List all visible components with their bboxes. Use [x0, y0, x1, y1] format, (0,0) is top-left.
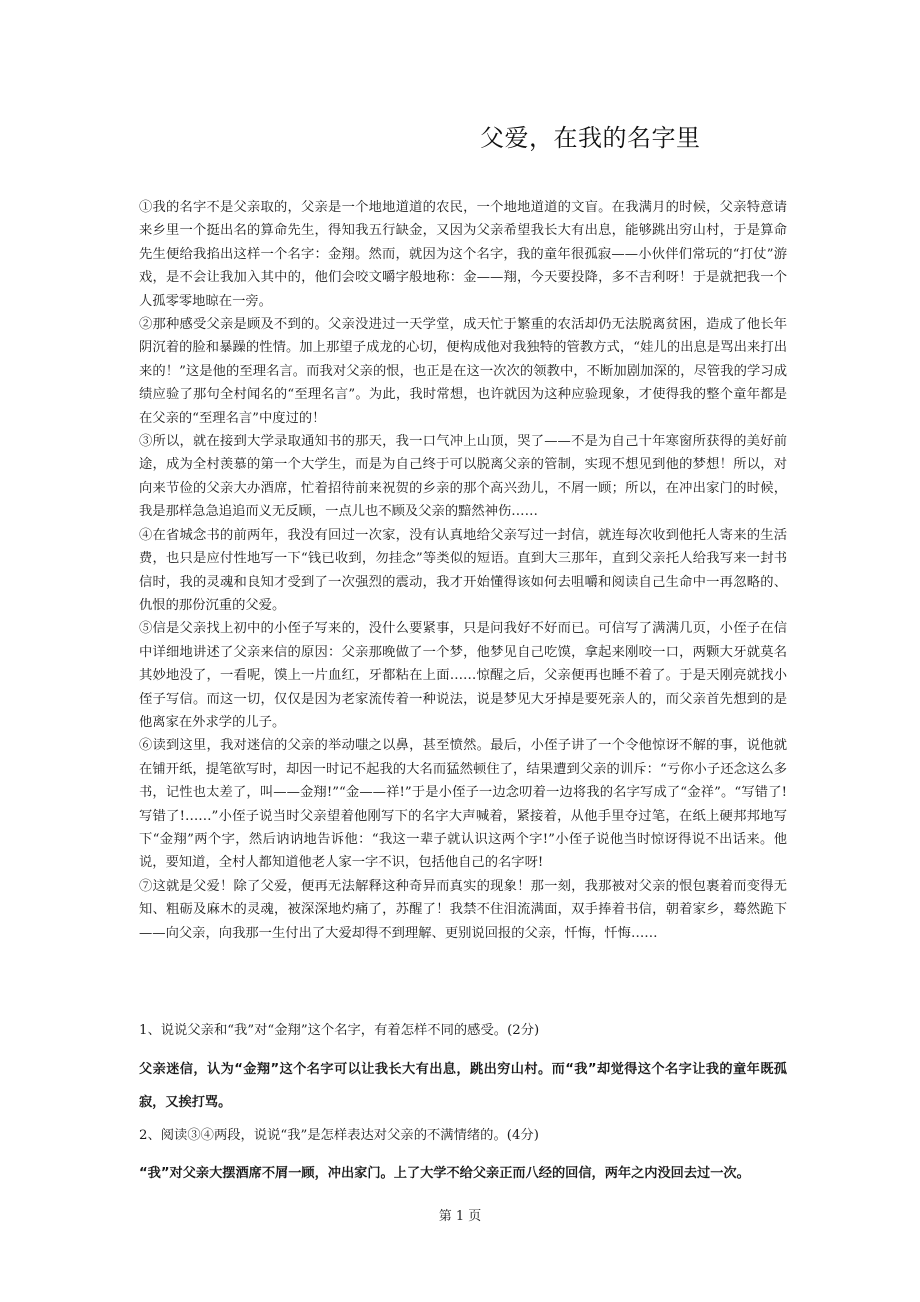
question-1: 1、说说父亲和“我”对“金翔”这个名字，有着怎样不同的感受。(2分)	[139, 1023, 540, 1038]
paragraph-5: ⑤信是父亲找上初中的小侄子写来的，没什么要紧事，只是问我好不好而已。可信写了满满几页，小侄子在信中详细地讲述了父亲来信的原因：父亲那晚做了一个梦，他梦见自己吃馍，拿起来刚咬一口，两颗大牙就莫名其妙地没了，一看呢，馍上一片血红，牙都粘在上面……惊醒之后，父亲便再也睡不着了。于是天刚亮就找小侄子写信。而这一切，仅仅是因为老家流传着一种说法，说是梦见大牙掉是要死亲人的，而父亲首先想到的是他离家在外求学的儿子。	[139, 621, 787, 730]
paragraph-4: ④在省城念书的前两年，我没有回过一次家，没有认真地给父亲写过一封信，就连每次收到他托人寄来的生活费，也只是应付性地写一下“钱已收到，勿挂念”等类似的短语。直到大三那年，直到父亲托人给我写来一封书信时，我的灵魂和良知才受到了一次强烈的震动，我才开始懂得该如何去咀嚼和阅读自己生命中一再忽略的、仇恨的那份沉重的父爱。	[139, 527, 787, 613]
answer-1: 父亲迷信，认为“金翔”这个名字可以让我长大有出息，跳出穷山村。而“我”却觉得这个名字让我的童年既孤寂，又挨打骂。	[139, 1062, 787, 1110]
article-body	[139, 196, 787, 945]
paragraph-2: ②那种感受父亲是顾及不到的。父亲没进过一天学堂，成天忙于繁重的农活却仍无法脱离贫困，造成了他长年阴沉着的脸和暴躁的性情。加上那望子成龙的心切，便构成他对我独特的管教方式，“娃儿的出息是骂出来打出来的！”这是他的至理名言。而我对父亲的恨，也正是在这一次次的领教中，不断加剧加深的，尽管我的学习成绩应验了那句全村闻名的“至理名言”。为此，我时常想，也许就因为这种应验现象，才使得我的整个童年都是在父亲的“至理名言”中度过的！	[139, 317, 787, 426]
paragraph-6: ⑥读到这里，我对迷信的父亲的举动嗤之以鼻，甚至愤然。最后，小侄子讲了一个令他惊讶不解的事，说他就在铺开纸，提笔欲写时，却因一时记不起我的大名而猛然顿住了，结果遭到父亲的训斥：“亏你小子还念这么多书，记性也太差了，叫——金翔!”“金——祥!”于是小侄子一边念叨着一边将我的名字写成了“金祥”。“写错了!写错了!……”小侄子说当时父亲望着他刚写下的名字大声喊着，紧接着，从他手里夺过笔，在纸上硬邦邦地写下“金翔”两个字，然后讷讷地告诉他：“我这一辈子就认识这两个字!”小侄子说他当时惊讶得说不出话来。他说，要知道，全村人都知道他老人家一字不识，包括他自己的名字呀!	[139, 738, 787, 871]
paragraph-3: ③所以，就在接到大学录取通知书的那天，我一口气冲上山顶，哭了——不是为自己十年寒窗所获得的美好前途，成为全村羡慕的第一个大学生，而是为自己终于可以脱离父亲的管制，实现不想见到他的梦想！所以，对向来节俭的父亲大办酒席，忙着招待前来祝贺的乡亲的那个高兴劲儿，不屑一顾；所以，在冲出家门的时候，我是那样急急追追而义无反顾，一点儿也不顾及父亲的黯然神伤……	[139, 434, 787, 520]
question-2: 2、阅读③④两段，说说“我”是怎样表达对父亲的不满情绪的。(4分)	[139, 1128, 539, 1143]
page-number: 第 1 页	[438, 1209, 482, 1224]
answer-2: “我”对父亲大摆酒席不屑一顾，冲出家门。上了大学不给父亲正而八经的回信，两年之内没回去过一次。	[139, 1166, 750, 1181]
paragraph-1: ①我的名字不是父亲取的，父亲是一个地地道道的农民，一个地地道道的文盲。在我满月的时候，父亲特意请来乡里一个挺出名的算命先生，得知我五行缺金，又因为父亲希望我长大有出息，能够跳出穷山村，于是算命先生便给我掐出这样一个名字：金翔。然而，就因为这个名字，我的童年很孤寂——小伙伴们常玩的“打仗”游戏，是不会让我加入其中的，他们会咬文嚼字般地称：金——翔，今天要投降，多不吉利呀！于是就把我一个人孤零零地晾在一旁。	[139, 200, 787, 309]
article-title: 父爱，在我的名字里	[480, 124, 701, 152]
questions-section	[139, 1020, 787, 1190]
paragraph-7: ⑦这就是父爱！除了父爱，便再无法解释这种奇异而真实的现象！那一刻，我那被对父亲的恨包裹着而变得无知、粗砺及麻木的灵魂，被深深地灼痛了，苏醒了！我禁不住泪流满面，双手捧着书信，朝着家乡，蓦然跪下——向父亲，向我那一生付出了大爱却得不到理解、更别说回报的父亲，忏悔，忏悔……	[139, 878, 787, 941]
